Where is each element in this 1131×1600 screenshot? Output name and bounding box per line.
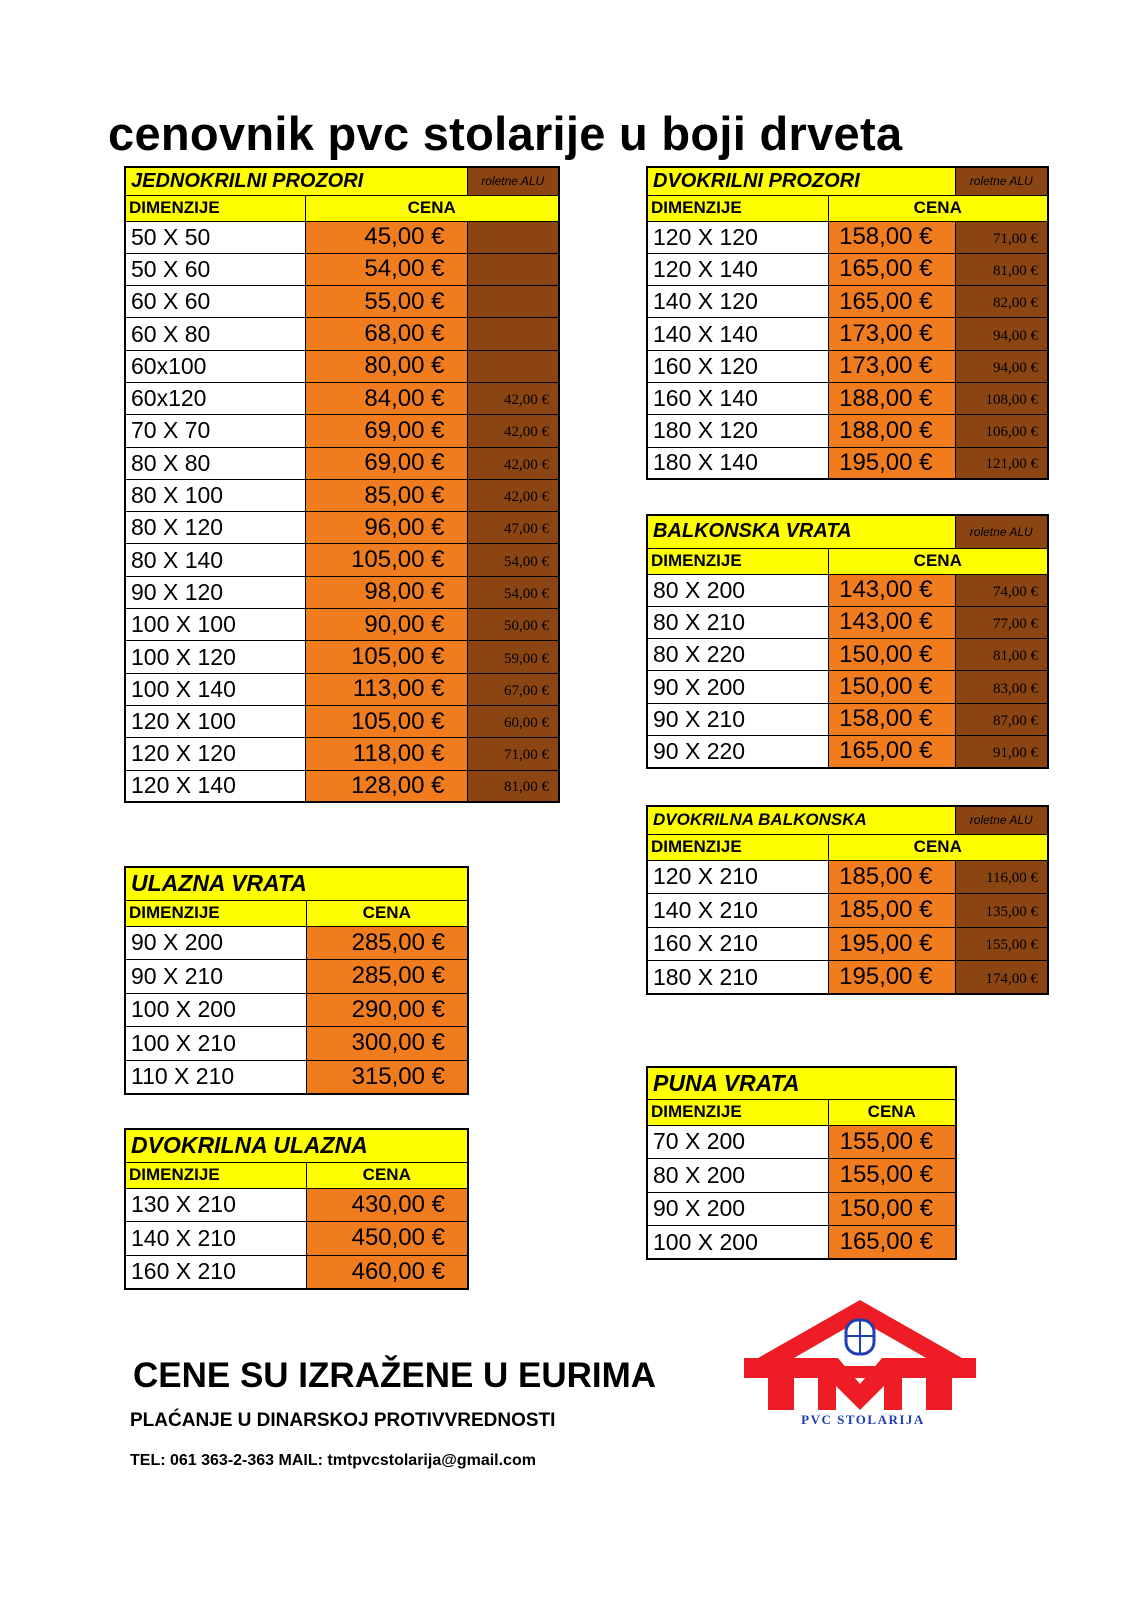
- dimension-cell: 160 X 210: [125, 1255, 306, 1289]
- table-header: [647, 515, 1048, 548]
- price-cell: 188,00 €: [828, 415, 955, 447]
- dimension-cell: 160 X 210: [647, 927, 828, 961]
- table-row: [647, 1125, 956, 1159]
- dimenzije-header: DIMENZIJE: [125, 1162, 306, 1188]
- table-row: [647, 1192, 956, 1226]
- table-row: [125, 350, 559, 382]
- price-cell: 143,00 €: [828, 574, 955, 606]
- table-row: [125, 1255, 468, 1289]
- table-balkonska-vrata: [646, 514, 1049, 769]
- table-row: [125, 1188, 468, 1222]
- table-jednokrilni-prozori: [124, 166, 560, 803]
- price-cell: 300,00 €: [306, 1027, 468, 1061]
- table-row: [647, 574, 1048, 606]
- price-cell: 96,00 €: [305, 512, 467, 544]
- table-row: [647, 1226, 956, 1260]
- roletne-price-cell: 67,00 €: [467, 673, 559, 705]
- table-row: [647, 671, 1048, 703]
- roletne-price-cell: 54,00 €: [467, 544, 559, 576]
- dimension-cell: 80 X 140: [125, 544, 305, 576]
- dimension-cell: 140 X 140: [647, 318, 828, 350]
- roletne-price-cell: 83,00 €: [955, 671, 1048, 703]
- table-subheader: [125, 900, 468, 926]
- table-dvokrilna-balkonska: [646, 805, 1049, 995]
- dimension-cell: 50 X 60: [125, 253, 305, 285]
- dimension-cell: 90 X 210: [647, 703, 828, 735]
- table-row: [647, 639, 1048, 671]
- logo-text: PVC STOLARIJA: [801, 1412, 925, 1427]
- roletne-price-cell: 106,00 €: [955, 415, 1048, 447]
- table-subheader: [647, 195, 1048, 221]
- dimension-cell: 140 X 120: [647, 286, 828, 318]
- dimension-cell: 80 X 80: [125, 447, 305, 479]
- price-cell: 450,00 €: [306, 1222, 468, 1256]
- table-header: [647, 806, 1048, 834]
- price-cell: 195,00 €: [828, 447, 955, 479]
- price-cell: 69,00 €: [305, 415, 467, 447]
- roletne-price-cell: [467, 318, 559, 350]
- dimension-cell: 140 X 210: [125, 1222, 306, 1256]
- table-title: JEDNOKRILNI PROZORI: [125, 167, 467, 195]
- price-cell: 68,00 €: [305, 318, 467, 350]
- dimension-cell: 90 X 120: [125, 576, 305, 608]
- table-header: [125, 167, 559, 195]
- table-header: [647, 1067, 956, 1099]
- table-subheader: [125, 1162, 468, 1188]
- dimension-cell: 130 X 210: [125, 1188, 306, 1222]
- dimension-cell: 120 X 210: [647, 860, 828, 894]
- price-cell: 155,00 €: [828, 1125, 956, 1159]
- table-row: [647, 860, 1048, 894]
- price-cell: 185,00 €: [828, 894, 955, 928]
- table-row: [125, 512, 559, 544]
- roletne-price-cell: 60,00 €: [467, 705, 559, 737]
- roletne-price-cell: 42,00 €: [467, 447, 559, 479]
- table-row: [647, 253, 1048, 285]
- roletne-price-cell: 74,00 €: [955, 574, 1048, 606]
- price-cell: 155,00 €: [828, 1159, 956, 1193]
- roletne-price-cell: 71,00 €: [955, 221, 1048, 253]
- dimension-cell: 80 X 200: [647, 574, 828, 606]
- dimension-cell: 100 X 120: [125, 641, 305, 673]
- table-row: [647, 286, 1048, 318]
- dimension-cell: 100 X 200: [125, 993, 306, 1027]
- price-cell: 105,00 €: [305, 544, 467, 576]
- table-row: [647, 703, 1048, 735]
- roletne-price-cell: 108,00 €: [955, 382, 1048, 414]
- dimension-cell: 100 X 140: [125, 673, 305, 705]
- table-row: [125, 318, 559, 350]
- table-row: [125, 576, 559, 608]
- dimension-cell: 180 X 210: [647, 961, 828, 995]
- roletne-alu-label: roletne ALU: [955, 167, 1048, 195]
- dimension-cell: 90 X 200: [647, 671, 828, 703]
- dimension-cell: 80 X 100: [125, 479, 305, 511]
- dimension-cell: 120 X 100: [125, 705, 305, 737]
- table-title: BALKONSKA VRATA: [647, 515, 955, 548]
- roletne-price-cell: 71,00 €: [467, 738, 559, 770]
- dimension-cell: 80 X 210: [647, 606, 828, 638]
- dimension-cell: 160 X 140: [647, 382, 828, 414]
- dimenzije-header: DIMENZIJE: [125, 900, 306, 926]
- dimension-cell: 90 X 200: [647, 1192, 828, 1226]
- table-title: DVOKRILNI PROZORI: [647, 167, 955, 195]
- price-cell: 118,00 €: [305, 738, 467, 770]
- table-row: [125, 1027, 468, 1061]
- price-cell: 165,00 €: [828, 1226, 956, 1260]
- roletne-price-cell: 47,00 €: [467, 512, 559, 544]
- roletne-price-cell: [467, 350, 559, 382]
- table-row: [125, 286, 559, 318]
- dimension-cell: 90 X 200: [125, 926, 306, 960]
- price-cell: 45,00 €: [305, 221, 467, 253]
- table-puna-vrata: [646, 1066, 957, 1260]
- price-cell: 84,00 €: [305, 382, 467, 414]
- dimenzije-header: DIMENZIJE: [647, 1099, 828, 1125]
- roletne-price-cell: 121,00 €: [955, 447, 1048, 479]
- price-cell: 285,00 €: [306, 960, 468, 994]
- table-row: [125, 738, 559, 770]
- dimenzije-header: DIMENZIJE: [647, 195, 828, 221]
- table-row: [647, 350, 1048, 382]
- price-cell: 290,00 €: [306, 993, 468, 1027]
- table-ulazna-vrata: [124, 866, 469, 1095]
- roletne-price-cell: [467, 221, 559, 253]
- dimension-cell: 50 X 50: [125, 221, 305, 253]
- dimension-cell: 120 X 140: [647, 253, 828, 285]
- dimension-cell: 60x100: [125, 350, 305, 382]
- roletne-alu-label: roletne ALU: [955, 806, 1048, 834]
- table-subheader: [647, 834, 1048, 860]
- dimension-cell: 90 X 220: [647, 735, 828, 767]
- table-row: [125, 641, 559, 673]
- dimension-cell: 70 X 70: [125, 415, 305, 447]
- table-row: [647, 927, 1048, 961]
- price-cell: 54,00 €: [305, 253, 467, 285]
- table-row: [125, 415, 559, 447]
- cena-header: CENA: [828, 1099, 956, 1125]
- roletne-price-cell: 81,00 €: [955, 639, 1048, 671]
- roletne-price-cell: 174,00 €: [955, 961, 1048, 995]
- table-row: [647, 735, 1048, 767]
- table-title: DVOKRILNA BALKONSKA: [647, 806, 955, 834]
- roletne-price-cell: 42,00 €: [467, 382, 559, 414]
- dimenzije-header: DIMENZIJE: [647, 834, 828, 860]
- price-cell: 173,00 €: [828, 350, 955, 382]
- cena-header: CENA: [306, 900, 468, 926]
- roletne-alu-label: roletne ALU: [955, 515, 1048, 548]
- table-row: [125, 705, 559, 737]
- price-cell: 90,00 €: [305, 609, 467, 641]
- dimenzije-header: DIMENZIJE: [647, 548, 828, 574]
- price-cell: 98,00 €: [305, 576, 467, 608]
- dimension-cell: 60 X 80: [125, 318, 305, 350]
- table-row: [125, 960, 468, 994]
- roletne-price-cell: 50,00 €: [467, 609, 559, 641]
- dimension-cell: 110 X 210: [125, 1060, 306, 1094]
- dimension-cell: 80 X 200: [647, 1159, 828, 1193]
- roletne-price-cell: 42,00 €: [467, 479, 559, 511]
- roletne-alu-label: roletne ALU: [467, 167, 559, 195]
- roletne-price-cell: 94,00 €: [955, 350, 1048, 382]
- cena-header: CENA: [306, 1162, 468, 1188]
- price-cell: 85,00 €: [305, 479, 467, 511]
- price-cell: 165,00 €: [828, 286, 955, 318]
- table-row: [125, 447, 559, 479]
- dimension-cell: 80 X 120: [125, 512, 305, 544]
- dimension-cell: 60 X 60: [125, 286, 305, 318]
- table-header: [125, 1129, 468, 1162]
- price-cell: 165,00 €: [828, 253, 955, 285]
- footer-payment-note: PLAĆANJE U DINARSKOJ PROTIVVREDNOSTI: [130, 1410, 556, 1431]
- table-row: [647, 447, 1048, 479]
- price-cell: 285,00 €: [306, 926, 468, 960]
- table-subheader: [647, 1099, 956, 1125]
- cena-header: CENA: [828, 548, 1048, 574]
- price-cell: 460,00 €: [306, 1255, 468, 1289]
- price-cell: 55,00 €: [305, 286, 467, 318]
- table-header: [125, 867, 468, 900]
- table-row: [125, 1060, 468, 1094]
- page-title: cenovnik pvc stolarije u boji drveta: [108, 107, 903, 160]
- price-cell: 113,00 €: [305, 673, 467, 705]
- roletne-price-cell: 155,00 €: [955, 927, 1048, 961]
- price-cell: 105,00 €: [305, 705, 467, 737]
- price-cell: 150,00 €: [828, 1192, 956, 1226]
- price-cell: 195,00 €: [828, 927, 955, 961]
- dimension-cell: 180 X 120: [647, 415, 828, 447]
- dimension-cell: 120 X 140: [125, 770, 305, 802]
- table-row: [125, 770, 559, 802]
- roletne-price-cell: 77,00 €: [955, 606, 1048, 638]
- dimension-cell: 120 X 120: [125, 738, 305, 770]
- price-cell: 173,00 €: [828, 318, 955, 350]
- dimension-cell: 140 X 210: [647, 894, 828, 928]
- dimension-cell: 100 X 200: [647, 1226, 828, 1260]
- dimension-cell: 120 X 120: [647, 221, 828, 253]
- dimension-cell: 100 X 100: [125, 609, 305, 641]
- cena-header: CENA: [828, 195, 1048, 221]
- roletne-price-cell: 135,00 €: [955, 894, 1048, 928]
- roletne-price-cell: 91,00 €: [955, 735, 1048, 767]
- dimension-cell: 160 X 120: [647, 350, 828, 382]
- cena-header: CENA: [828, 834, 1048, 860]
- table-row: [125, 382, 559, 414]
- table-header: [647, 167, 1048, 195]
- dimension-cell: 70 X 200: [647, 1125, 828, 1159]
- roletne-price-cell: 81,00 €: [467, 770, 559, 802]
- price-cell: 150,00 €: [828, 671, 955, 703]
- roletne-price-cell: 116,00 €: [955, 860, 1048, 894]
- table-title: PUNA VRATA: [647, 1067, 956, 1099]
- price-cell: 188,00 €: [828, 382, 955, 414]
- table-row: [125, 544, 559, 576]
- dimenzije-header: DIMENZIJE: [125, 195, 305, 221]
- roletne-price-cell: 54,00 €: [467, 576, 559, 608]
- roletne-price-cell: 59,00 €: [467, 641, 559, 673]
- dimension-cell: 180 X 140: [647, 447, 828, 479]
- table-row: [125, 926, 468, 960]
- table-subheader: [647, 548, 1048, 574]
- roletne-price-cell: [467, 286, 559, 318]
- table-subheader: [125, 195, 559, 221]
- roletne-price-cell: 81,00 €: [955, 253, 1048, 285]
- table-row: [647, 221, 1048, 253]
- footer-contact: TEL: 061 363-2-363 MAIL: tmtpvcstolarija@gmail.com: [130, 1452, 536, 1469]
- table-row: [125, 1222, 468, 1256]
- price-cell: 430,00 €: [306, 1188, 468, 1222]
- price-cell: 158,00 €: [828, 703, 955, 735]
- table-title: DVOKRILNA ULAZNA: [125, 1129, 468, 1162]
- table-row: [647, 415, 1048, 447]
- dimension-cell: 100 X 210: [125, 1027, 306, 1061]
- price-cell: 150,00 €: [828, 639, 955, 671]
- price-cell: 315,00 €: [306, 1060, 468, 1094]
- dimension-cell: 60x120: [125, 382, 305, 414]
- roletne-price-cell: [467, 253, 559, 285]
- price-cell: 158,00 €: [828, 221, 955, 253]
- table-row: [125, 673, 559, 705]
- price-cell: 128,00 €: [305, 770, 467, 802]
- price-cell: 195,00 €: [828, 961, 955, 995]
- table-row: [125, 479, 559, 511]
- table-row: [125, 609, 559, 641]
- price-cell: 105,00 €: [305, 641, 467, 673]
- table-row: [125, 993, 468, 1027]
- footer-currency-note: CENE SU IZRAŽENE U EURIMA: [133, 1356, 657, 1395]
- price-cell: 143,00 €: [828, 606, 955, 638]
- price-cell: 185,00 €: [828, 860, 955, 894]
- table-dvokrilna-ulazna: [124, 1128, 469, 1290]
- table-row: [647, 1159, 956, 1193]
- cena-header: CENA: [305, 195, 559, 221]
- dimension-cell: 80 X 220: [647, 639, 828, 671]
- roletne-price-cell: 82,00 €: [955, 286, 1048, 318]
- table-row: [647, 961, 1048, 995]
- price-cell: 80,00 €: [305, 350, 467, 382]
- dimension-cell: 90 X 210: [125, 960, 306, 994]
- table-row: [647, 894, 1048, 928]
- table-row: [647, 606, 1048, 638]
- table-row: [125, 253, 559, 285]
- price-cell: 69,00 €: [305, 447, 467, 479]
- roletne-price-cell: 42,00 €: [467, 415, 559, 447]
- roletne-price-cell: 87,00 €: [955, 703, 1048, 735]
- table-title: ULAZNA VRATA: [125, 867, 468, 900]
- table-row: [647, 318, 1048, 350]
- table-row: [125, 221, 559, 253]
- price-cell: 165,00 €: [828, 735, 955, 767]
- table-row: [647, 382, 1048, 414]
- table-dvokrilni-prozori: [646, 166, 1049, 480]
- roletne-price-cell: 94,00 €: [955, 318, 1048, 350]
